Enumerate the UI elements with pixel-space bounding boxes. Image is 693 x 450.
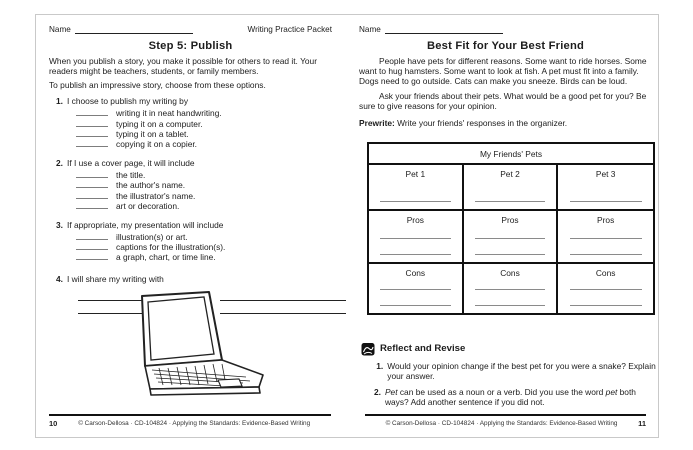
write-in-blank[interactable] (76, 119, 108, 127)
left-name-row (49, 23, 332, 34)
item-number: 4. (56, 274, 63, 285)
write-in-line[interactable] (380, 201, 450, 202)
list-item (49, 274, 332, 284)
option-text: the title. (116, 170, 146, 181)
write-in-blank[interactable] (76, 191, 108, 199)
right-footer (365, 414, 646, 429)
option-text: copying it on a copier. (116, 138, 198, 149)
italic-word-pet: pet (605, 387, 618, 398)
option-text: captions for the illustration(s). (116, 242, 226, 253)
pet-header-row (369, 165, 653, 209)
item-text: I choose to publish my writing by (67, 96, 189, 107)
option-line (76, 108, 332, 118)
left-page (37, 16, 343, 436)
write-in-blank[interactable] (76, 252, 108, 260)
cons-label: Cons (595, 267, 616, 278)
reflect-item-2-part2: both ways? Add another sentence if you did not. (384, 387, 636, 408)
pet-3-cell (558, 165, 653, 209)
reflect-item-1-text: Would your opinion change if the best pet for you were a snake? Explain your answer. (387, 360, 656, 381)
list-item (49, 96, 332, 106)
write-in-line[interactable] (380, 289, 450, 290)
reflect-item-2-part1: can be used as a noun or a verb. Did you use the word (397, 387, 606, 398)
italic-word-pet: Pet (384, 387, 398, 398)
cons-row (369, 262, 653, 313)
write-in-blank[interactable] (76, 232, 108, 240)
packet-title: Writing Practice Packet (247, 25, 332, 34)
write-in-line[interactable] (475, 238, 545, 239)
page-number: 10 (49, 419, 58, 428)
write-in-line[interactable] (380, 305, 450, 306)
option-text: writing it in neat handwriting. (116, 108, 222, 119)
item-text: If I use a cover page, it will include (67, 158, 195, 169)
write-in-blank[interactable] (76, 170, 108, 178)
write-in-blank[interactable] (76, 201, 108, 209)
write-in-line[interactable] (380, 238, 450, 239)
laptop-illustration (115, 290, 267, 420)
cons-label: Cons (405, 267, 426, 278)
pet-2-cell (464, 165, 559, 209)
spread-border (35, 14, 659, 438)
option-text: the illustrator's name. (116, 190, 196, 201)
write-in-line[interactable] (570, 201, 642, 202)
reflect-icon (361, 342, 375, 356)
option-line (76, 201, 332, 211)
left-page-title: Step 5: Publish (148, 40, 233, 52)
option-text: a graph, chart, or time line. (116, 252, 216, 263)
left-footer (49, 414, 331, 429)
item-number: 3. (56, 219, 63, 230)
pros-label: Pros (501, 214, 519, 225)
write-in-line[interactable] (570, 254, 642, 255)
my-friends-pets-table (367, 142, 655, 315)
pet-3-label: Pet 3 (595, 168, 616, 179)
option-line (76, 119, 332, 129)
publish-checklist (49, 96, 332, 314)
reflect-item-2 (373, 388, 659, 408)
page-number: 11 (638, 419, 646, 428)
write-in-blank[interactable] (76, 242, 108, 250)
reflect-and-revise-header (361, 342, 652, 356)
right-page (353, 16, 658, 436)
name-label: Name (49, 25, 71, 34)
write-in-line[interactable] (570, 305, 642, 306)
name-label: Name (359, 25, 381, 34)
option-text: typing it on a computer. (116, 118, 203, 129)
option-line (76, 232, 332, 242)
list-item (49, 158, 332, 168)
cons-cell (464, 264, 559, 313)
left-intro-2: To publish an impressive story, choose from these options. (49, 79, 266, 90)
list-item (49, 220, 332, 230)
item-number: 2. (56, 158, 63, 169)
option-line (76, 170, 332, 180)
write-in-line[interactable] (475, 289, 545, 290)
option-text: art or decoration. (116, 200, 180, 211)
footer-rule (365, 414, 646, 417)
pet-1-cell (369, 165, 464, 209)
option-line (76, 191, 332, 201)
write-in-blank[interactable] (76, 139, 108, 147)
prewrite-text: Write your friends' responses in the organizer. (394, 117, 568, 128)
pros-label: Pros (597, 214, 615, 225)
reflect-title: Reflect and Revise (380, 343, 466, 355)
pros-cell (464, 211, 559, 262)
option-text: the author's name. (116, 180, 186, 191)
reflect-item-2-text (385, 388, 659, 408)
left-intro-1: When you publish a story, you make it possible for others to read it. Your readers might be teachers, students, or family members. (49, 56, 317, 76)
prewrite-line (359, 119, 652, 129)
name-blank-line[interactable] (75, 25, 193, 34)
name-blank-line[interactable] (385, 25, 503, 34)
write-in-line[interactable] (570, 238, 642, 239)
pros-row (369, 209, 653, 262)
cons-label: Cons (500, 267, 520, 278)
table-title: My Friends' Pets (369, 144, 653, 165)
write-in-blank[interactable] (76, 180, 108, 188)
write-in-line[interactable] (475, 201, 545, 202)
option-line (76, 242, 332, 252)
pros-cell (369, 211, 464, 262)
item-text: I will share my writing with (67, 274, 164, 285)
write-in-blank[interactable] (76, 108, 108, 116)
option-line (76, 129, 332, 139)
item-number: 2. (373, 387, 381, 398)
option-text: typing it on a tablet. (116, 128, 189, 139)
pets-paragraph-2: Ask your friends about their pets. What would be a good pet for you? Be sure to give reasons for your opinion. (359, 91, 647, 112)
prewrite-label: Prewrite: (359, 117, 395, 128)
item-number: 1. (376, 360, 384, 371)
reflect-item-1 (373, 362, 659, 382)
pros-label: Pros (406, 214, 424, 225)
cons-cell (369, 264, 464, 313)
option-line (76, 139, 332, 149)
option-line (76, 180, 332, 190)
pros-cell (558, 211, 653, 262)
right-name-row (359, 23, 652, 34)
write-in-line[interactable] (475, 254, 545, 255)
cons-cell (558, 264, 653, 313)
write-in-line[interactable] (570, 289, 642, 290)
option-text: illustration(s) or art. (116, 231, 188, 242)
pet-1-label: Pet 1 (405, 168, 426, 179)
right-page-title: Best Fit for Your Best Friend (426, 40, 585, 52)
write-in-blank[interactable] (76, 129, 108, 137)
copyright-credit: © Carson-Dellosa · CD-104824 · Applying the Standards: Evidence-Based Writing (385, 420, 618, 427)
item-text: If appropriate, my presentation will include (67, 219, 224, 230)
pet-2-label: Pet 2 (500, 168, 520, 179)
option-line (76, 252, 332, 262)
copyright-credit: © Carson-Dellosa · CD-104824 · Applying the Standards: Evidence-Based Writing (78, 420, 311, 427)
footer-rule (49, 414, 331, 417)
item-number: 1. (56, 96, 63, 107)
write-in-line[interactable] (380, 254, 450, 255)
write-in-line[interactable] (475, 305, 545, 306)
pets-paragraph-1: People have pets for different reasons. Some want to ride horses. Some want to hug hamsters. Some want to look at fish. A pet must fit into a family. Dogs need to go outside. Cats can make you sneeze. Birds can be loud. (359, 56, 647, 86)
